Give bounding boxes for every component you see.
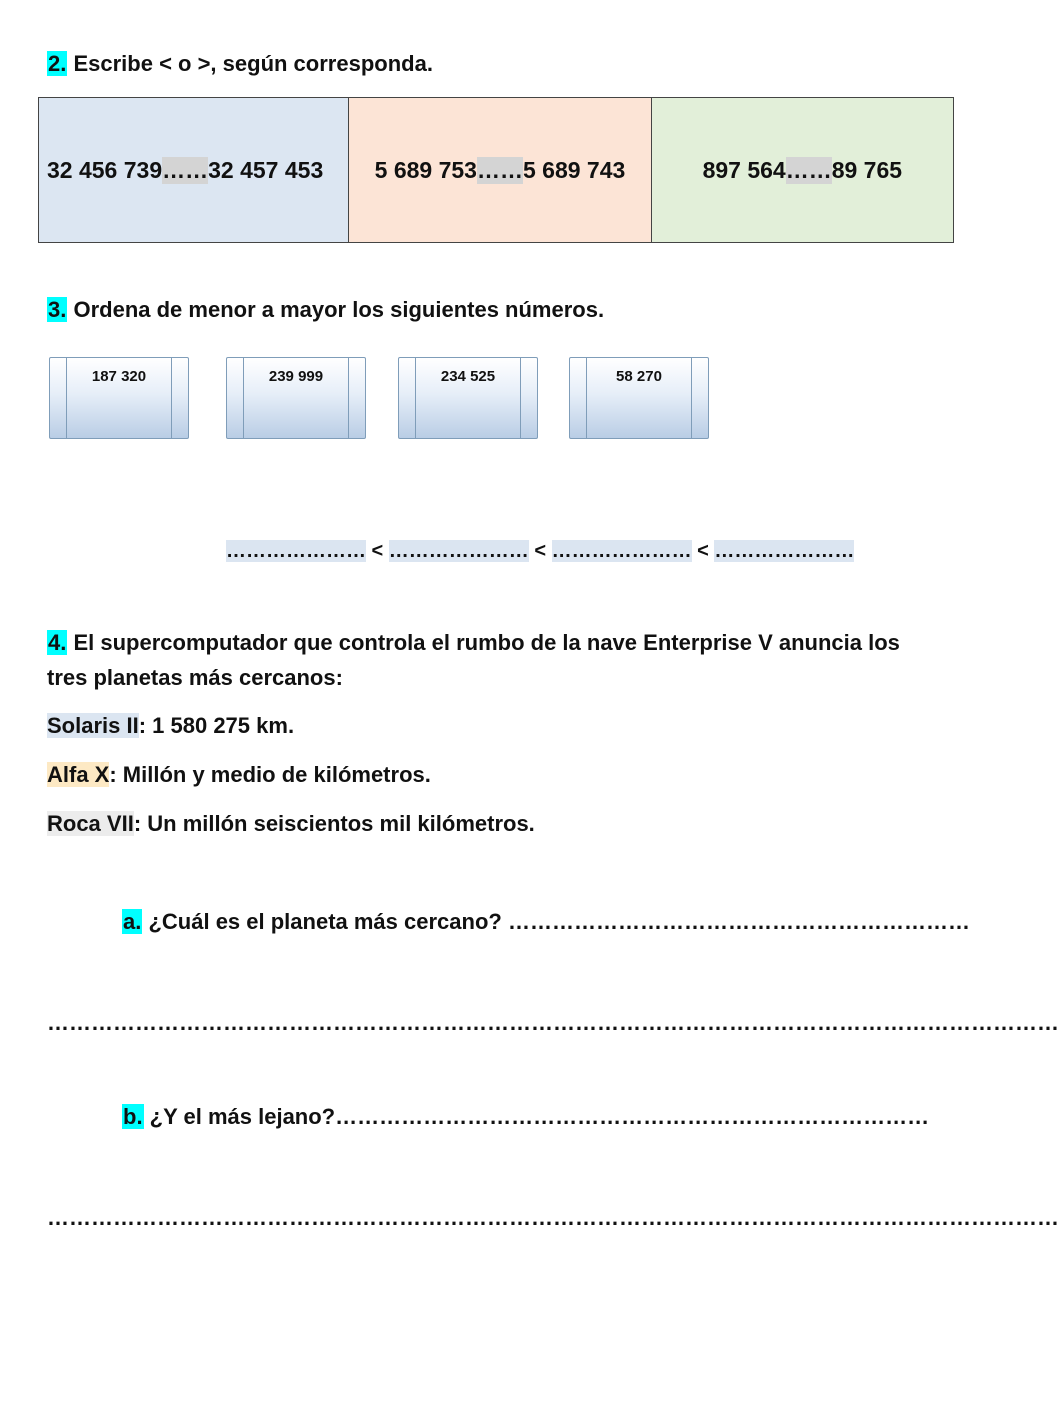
answer-line-b[interactable]: ………………………………………………………………………………………………………………………… bbox=[47, 1205, 1059, 1230]
number-card[interactable] bbox=[569, 357, 709, 439]
order-answer-row bbox=[226, 537, 854, 565]
order-blank-2[interactable]: ………………… bbox=[388, 540, 529, 562]
sub-question-letter: a. bbox=[123, 909, 142, 934]
order-blank-1[interactable]: ………………… bbox=[226, 540, 366, 562]
number-left: 32 456 739 bbox=[47, 156, 163, 183]
sub-question-text[interactable]: ¿Y el más lejano?……………………………………………………………………… bbox=[143, 1104, 930, 1129]
sub-question-a bbox=[122, 907, 970, 937]
comparison-cell-2 bbox=[349, 98, 651, 242]
question-text: Ordena de menor a mayor los siguientes números. bbox=[67, 297, 605, 322]
comparison-cell-1 bbox=[39, 98, 349, 242]
question-2-title bbox=[47, 49, 433, 79]
number-right: 32 457 453 bbox=[208, 156, 324, 183]
card-value: 234 525 bbox=[440, 368, 496, 385]
sub-question-b bbox=[122, 1102, 952, 1132]
card-value: 58 270 bbox=[616, 368, 662, 385]
card-value: 187 320 bbox=[91, 368, 147, 385]
planet-name: Alfa X bbox=[47, 762, 110, 787]
question-number: 3. bbox=[48, 297, 67, 322]
less-than-sign: < bbox=[691, 540, 715, 562]
answer-line-a[interactable]: ………………………………………………………………………………………………………………………… bbox=[47, 1010, 1059, 1035]
question-4-title-line2: tres planetas más cercanos: bbox=[47, 665, 343, 690]
number-right: 5 689 743 bbox=[522, 156, 626, 183]
planet-distance: : 1 580 275 km. bbox=[138, 713, 295, 738]
less-than-sign: < bbox=[366, 540, 389, 562]
sub-question-letter: b. bbox=[123, 1104, 143, 1129]
comparison-blank[interactable]: …… bbox=[162, 156, 209, 183]
planet-name: Solaris II bbox=[47, 713, 139, 738]
question-3-title bbox=[47, 295, 604, 325]
card-value: 239 999 bbox=[268, 368, 324, 385]
number-card[interactable] bbox=[398, 357, 538, 439]
comparison-table bbox=[38, 97, 954, 243]
comparison-blank[interactable]: …… bbox=[785, 156, 832, 183]
question-number: 2. bbox=[48, 51, 67, 76]
order-blank-4[interactable]: ………………… bbox=[714, 540, 855, 562]
order-blank-3[interactable]: ………………… bbox=[551, 540, 692, 562]
sub-question-text[interactable]: ¿Cuál es el planeta más cercano? ……………………………………………………… bbox=[142, 909, 970, 934]
question-4-title bbox=[47, 628, 900, 658]
comparison-blank[interactable]: …… bbox=[476, 156, 523, 183]
less-than-sign: < bbox=[528, 540, 552, 562]
planet-distance: : Un millón seiscientos mil kilómetros. bbox=[133, 811, 535, 836]
planet-distance: : Millón y medio de kilómetros. bbox=[109, 762, 431, 787]
comparison-cell-3 bbox=[652, 98, 953, 242]
planet-alfa bbox=[47, 760, 431, 790]
planet-name: Roca VII bbox=[47, 811, 134, 836]
question-text: El supercomputador que controla el rumbo de la nave Enterprise V anuncia los bbox=[67, 630, 900, 655]
number-card[interactable] bbox=[226, 357, 366, 439]
planet-roca bbox=[47, 809, 535, 839]
question-text: Escribe < o >, según corresponda. bbox=[67, 51, 433, 76]
number-card[interactable] bbox=[49, 357, 189, 439]
number-left: 897 564 bbox=[702, 156, 786, 183]
number-left: 5 689 753 bbox=[374, 156, 477, 183]
number-right: 89 765 bbox=[831, 156, 903, 183]
question-number: 4. bbox=[48, 630, 67, 655]
planet-solaris bbox=[47, 711, 294, 741]
